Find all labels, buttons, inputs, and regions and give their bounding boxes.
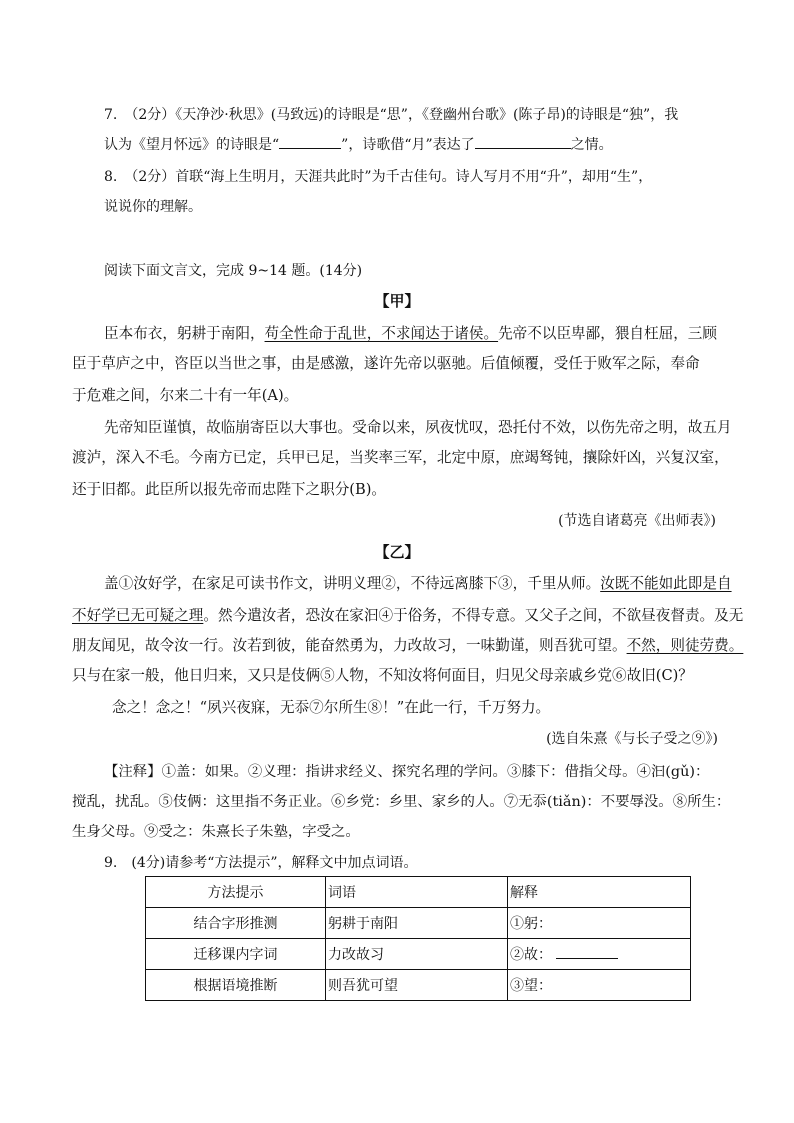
reading-intro: 阅读下面文言文，完成 9~14 题。(14分) <box>104 263 363 279</box>
header-explanation: 解释 <box>508 877 691 908</box>
row1-word: 躬耕于南阳 <box>326 908 508 939</box>
jia-p1-text-b: 先帝不以臣卑鄙，猥自枉屈，三顾 <box>498 325 717 342</box>
row2-answer[interactable] <box>508 939 691 970</box>
yi-text-b: 。然今遣汝者，恐汝在家汩④于俗务，不得专意。又父子之间，不欲昼夜督责。及无 <box>203 607 744 624</box>
notes-line3: 生身父母。⑨受之：朱熹长子朱塾，字受之。 <box>72 824 360 840</box>
q7-text-c: 之情。 <box>570 137 613 153</box>
q8-line1: 8. （2分）首联“海上生明月，天涯共此时”为千古佳句。诗人写月不用“升”，却用“生”， <box>104 169 653 185</box>
row3-answer-label: ③望： <box>510 978 553 994</box>
jia-source: (节选自诸葛亮《出师表》) <box>558 513 716 529</box>
method-table <box>145 876 691 1001</box>
jia-p1-text-a: 臣本布衣，躬耕于南阳， <box>104 325 265 342</box>
table-row <box>146 939 691 970</box>
yi-text-a: 盖①汝好学，在家足可读书作文，讲明义理②，不待远离膝下③，千里从师。 <box>104 575 601 592</box>
yi-underlined-3: 不然，则徒劳费。 <box>626 637 744 654</box>
q7-text-b: ”，诗歌借“月”表达了 <box>341 137 475 153</box>
yi-line1 <box>104 572 732 593</box>
row2-answer-label: ②故： <box>510 947 553 963</box>
row2-word: 力改故习 <box>326 939 508 970</box>
jia-title: 【甲】 <box>374 292 420 310</box>
yi-line2 <box>72 604 743 625</box>
row3-word: 则吾犹可望 <box>326 970 508 1001</box>
jia-p2-line3: 还于旧都。此臣所以报先帝而忠陛下之职分(B)。 <box>72 481 386 498</box>
row3-method: 根据语境推断 <box>146 970 326 1001</box>
row2-answer-blank[interactable] <box>556 944 618 959</box>
q7-text-a: 认为《望月怀远》的诗眼是“ <box>104 137 280 153</box>
q8-line2: 说说你的理解。 <box>104 199 202 215</box>
table-row <box>146 908 691 939</box>
q7-line1: 7. （2分）《天净沙·秋思》(马致远)的诗眼是“思”，《登幽州台歌》(陈子昂)的诗眼是“独”，我 <box>104 107 679 123</box>
jia-p2-line1: 先帝知臣谨慎，故临崩寄臣以大事也。受命以来，夙夜忧叹，恐托付不效，以伤先帝之明，故五月 <box>104 419 732 436</box>
yi-underlined-2: 不好学已无可疑之理 <box>72 607 204 624</box>
table-row <box>146 970 691 1001</box>
notes-line1: 【注释】①盖：如果。②义理：指讲求经义、探究名理的学问。③膝下：借指父母。④汩(gǔ)： <box>104 764 710 780</box>
header-word: 词语 <box>326 877 508 908</box>
yi-underlined-1: 汝既不能如此即是自 <box>600 575 732 592</box>
yi-line3 <box>72 634 743 655</box>
yi-title: 【乙】 <box>374 543 420 561</box>
notes-line2: 搅乱，扰乱。⑤伎俩：这里指不务正业。⑥乡党：乡里、家乡的人。⑦无忝(tiǎn)：不要辱没。⑧所生： <box>72 794 731 810</box>
jia-p2-line2: 渡泸，深入不毛。今南方已定，兵甲已足，当奖率三军，北定中原，庶竭驽钝，攘除奸凶，兴复汉室， <box>72 449 729 466</box>
jia-p1-line2: 臣于草庐之中，咨臣以当世之事，由是感激，遂许先帝以驱驰。后值倾覆，受任于败军之际，奉命 <box>72 355 700 372</box>
yi-text-c: 朋友闻见，故令汝一行。汝若到彼，能奋然勇为，力改故习，一味勤谨，则吾犹可望。 <box>72 637 627 654</box>
header-method: 方法提示 <box>146 877 326 908</box>
jia-p1-line1 <box>104 322 717 343</box>
row2-method: 迁移课内字词 <box>146 939 326 970</box>
row1-method: 结合字形推测 <box>146 908 326 939</box>
q7-blank-2[interactable] <box>475 134 571 149</box>
table-header-row <box>146 877 691 908</box>
q9-stem: 9. (4分)请参考“方法提示”，解释文中加点词语。 <box>104 855 418 871</box>
q7-blank-1[interactable] <box>279 134 341 149</box>
q7-line2 <box>104 134 613 154</box>
yi-line4: 只与在家一般，他日归来，又只是伎俩⑤人物，不知汝将何面目，归见父母亲戚乡党⑥故旧(C)？ <box>72 667 693 684</box>
row1-answer-label: ①躬： <box>510 916 553 932</box>
jia-p1-line3: 于危难之间，尔来二十有一年(A)。 <box>72 387 299 404</box>
jia-underlined-sentence: 苟全性命于乱世，不求闻达于诸侯。 <box>264 325 499 342</box>
yi-line5: 念之！念之！“夙兴夜寐，无忝⑦尔所生⑧！”在此一行，千万努力。 <box>112 699 551 716</box>
row3-answer[interactable] <box>508 970 691 1001</box>
yi-source: (选自朱熹《与长子受之⑨》) <box>546 731 718 747</box>
row1-answer[interactable] <box>508 908 691 939</box>
